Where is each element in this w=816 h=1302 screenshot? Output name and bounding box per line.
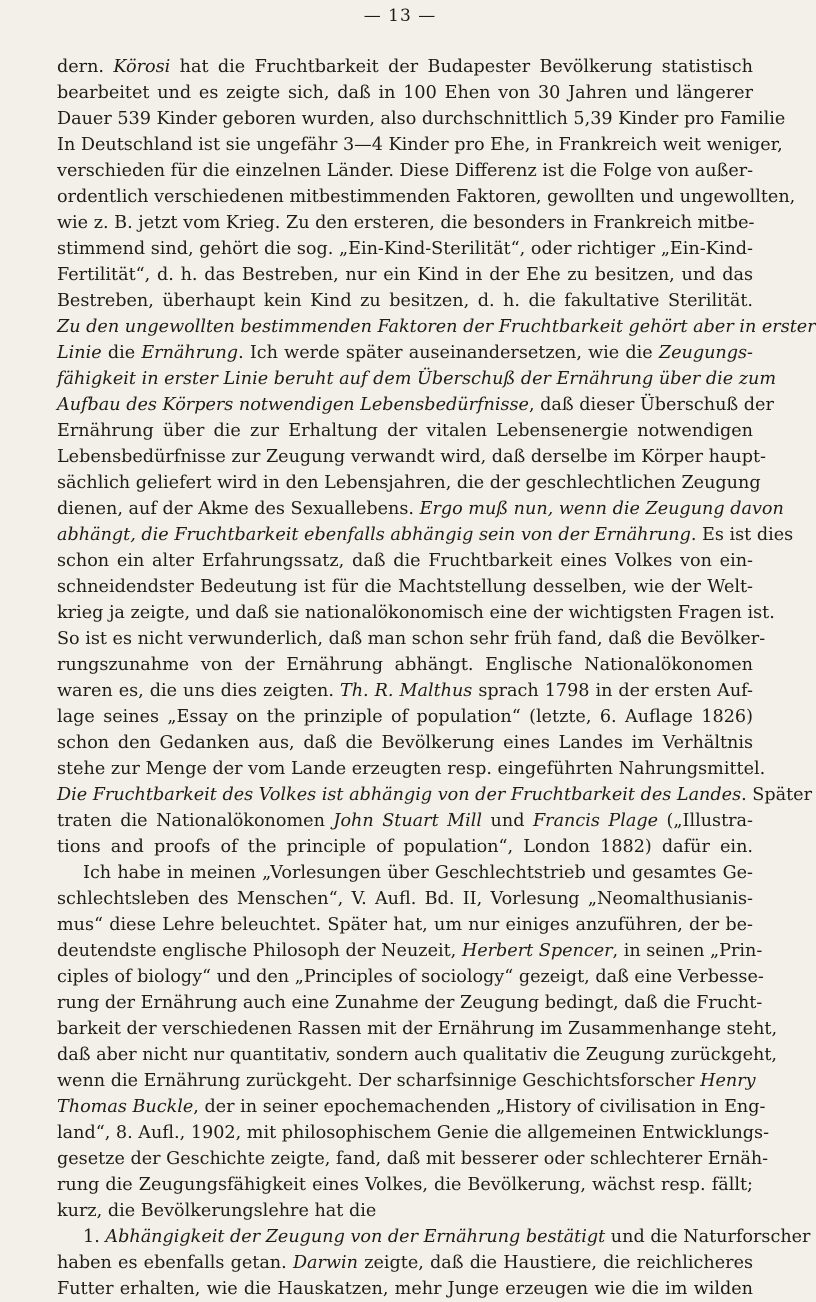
text-line: stimmend sind, gehört die sog. „Ein-Kind-Sterilität“, oder richtiger „Ein-Kind- (57, 239, 753, 259)
text-line: dienen, auf der Akme des Sexuallebens. Ergo muß nun, wenn die Zeugung davon (57, 499, 784, 519)
text-line: Lebensbedürfnisse zur Zeugung verwandt wird, daß derselbe im Körper haupt- (57, 447, 766, 467)
text-line: rungszunahme von der Ernährung abhängt. Englische Nationalökonomen (57, 655, 753, 675)
text-line: fähigkeit in erster Linie beruht auf dem Überschuß der Ernährung über die zum (57, 369, 777, 389)
text-line: tions and proofs of the principle of population“, London 1882) dafür ein. (57, 837, 753, 857)
text-line: dern. Körosi hat die Fruchtbarkeit der Budapester Bevölkerung statistisch (57, 57, 753, 77)
text-line: waren es, die uns dies zeigten. Th. R. Malthus sprach 1798 in der ersten Auf- (57, 681, 753, 701)
text-line: Ich habe in meinen „Vorlesungen über Geschlechtstrieb und gesamtes Ge- (83, 863, 753, 883)
text-line: In Deutschland ist sie ungefähr 3—4 Kinder pro Ehe, in Frankreich weit weniger, (57, 135, 783, 155)
text-line: ciples of biology“ und den „Principles of sociology“ gezeigt, daß eine Verbesse- (57, 967, 764, 987)
text-line: gesetze der Geschichte zeigte, fand, daß mit besserer oder schlechterer Ernäh- (57, 1149, 769, 1169)
text-line: Zu den ungewollten bestimmenden Faktoren der Fruchtbarkeit gehört aber in erster (57, 317, 816, 337)
text-line: deutendste englische Philosoph der Neuzeit, Herbert Spencer, in seinen „Prin- (57, 941, 763, 961)
text-line: wie z. B. jetzt vom Krieg. Zu den ersteren, die besonders in Frankreich mitbe- (57, 213, 755, 233)
text-line: 1. Abhängigkeit der Zeugung von der Ernährung bestätigt und die Naturforscher (83, 1227, 811, 1247)
text-line: kurz, die Bevölkerungslehre hat die (57, 1201, 377, 1221)
text-line: Futter erhalten, wie die Hauskatzen, mehr Junge erzeugen wie die im wilden (57, 1279, 753, 1299)
text-line: abhängt, die Fruchtbarkeit ebenfalls abhängig sein von der Ernährung. Es ist dies (57, 525, 794, 545)
text-line: rung die Zeugungsfähigkeit eines Volkes, die Bevölkerung, wächst resp. fällt; (57, 1175, 753, 1195)
text-line: verschieden für die einzelnen Länder. Diese Differenz ist die Folge von außer- (57, 161, 754, 181)
text-line: wenn die Ernährung zurückgeht. Der scharfsinnige Geschichtsforscher Henry (57, 1071, 756, 1091)
text-line: ordentlich verschiedenen mitbestimmenden Faktoren, gewollten und ungewollten, (57, 187, 796, 207)
body-text (57, 54, 816, 1302)
text-line: schlechtsleben des Menschen“, V. Aufl. Bd. II, Vorlesung „Neomalthusianis- (57, 889, 753, 909)
page-number: — 13 — (363, 6, 437, 26)
text-line: Aufbau des Körpers notwendigen Lebensbedürfnisse, daß dieser Überschuß der (57, 395, 774, 415)
text-line: bearbeitet und es zeigte sich, daß in 100 Ehen von 30 Jahren und längerer (57, 83, 753, 103)
text-line: Bestreben, überhaupt kein Kind zu besitzen, d. h. die fakultative Sterilität. (57, 291, 753, 311)
text-line: Ernährung über die zur Erhaltung der vitalen Lebensenergie notwendigen (57, 421, 753, 441)
text-line: Linie die Ernährung. Ich werde später auseinandersetzen, wie die Zeugungs- (57, 343, 753, 363)
text-line: traten die Nationalökonomen John Stuart Mill und Francis Plage („Illustra- (57, 811, 753, 831)
text-line: lage seines „Essay on the prinziple of population“ (letzte, 6. Auflage 1826) (57, 707, 753, 727)
text-line: haben es ebenfalls getan. Darwin zeigte, daß die Haustiere, die reichlicheres (57, 1253, 754, 1273)
text-line: barkeit der verschiedenen Rassen mit der Ernährung im Zusammenhange steht, (57, 1019, 778, 1039)
text-line: schon den Gedanken aus, daß die Bevölkerung eines Landes im Verhältnis (57, 733, 753, 753)
text-line: So ist es nicht verwunderlich, daß man schon sehr früh fand, daß die Bevölker- (57, 629, 766, 649)
text-line: Thomas Buckle, der in seiner epochemachenden „History of civilisation in Eng- (57, 1097, 766, 1117)
text-line: rung der Ernährung auch eine Zunahme der Zeugung bedingt, daß die Frucht- (57, 993, 763, 1013)
text-line: sächlich geliefert wird in den Lebensjahren, die der geschlechtlichen Zeugung (57, 473, 761, 493)
text-line: krieg ja zeigte, und daß sie nationalökonomisch eine der wichtigsten Fragen ist. (57, 603, 775, 623)
text-line: schneidendster Bedeutung ist für die Machtstellung desselben, wie der Welt- (57, 577, 753, 597)
text-line: daß aber nicht nur quantitativ, sondern auch qualitativ die Zeugung zurückgeht, (57, 1045, 777, 1065)
text-line: stehe zur Menge der vom Lande erzeugten resp. eingeführten Nahrungsmittel. (57, 759, 766, 779)
text-line: Dauer 539 Kinder geboren wurden, also durchschnittlich 5,39 Kinder pro Familie (57, 109, 786, 129)
text-line: Die Fruchtbarkeit des Volkes ist abhängig von der Fruchtbarkeit des Landes. Später (57, 785, 812, 805)
text-line: schon ein alter Erfahrungssatz, daß die Fruchtbarkeit eines Volkes von ein- (57, 551, 753, 571)
text-line: land“, 8. Aufl., 1902, mit philosophischem Genie die allgemeinen Entwicklungs- (57, 1123, 770, 1143)
text-line: Fertilität“, d. h. das Bestreben, nur ein Kind in der Ehe zu besitzen, und das (57, 265, 753, 285)
text-line: mus“ diese Lehre beleuchtet. Später hat, um nur einiges anzuführen, der be- (57, 915, 753, 935)
